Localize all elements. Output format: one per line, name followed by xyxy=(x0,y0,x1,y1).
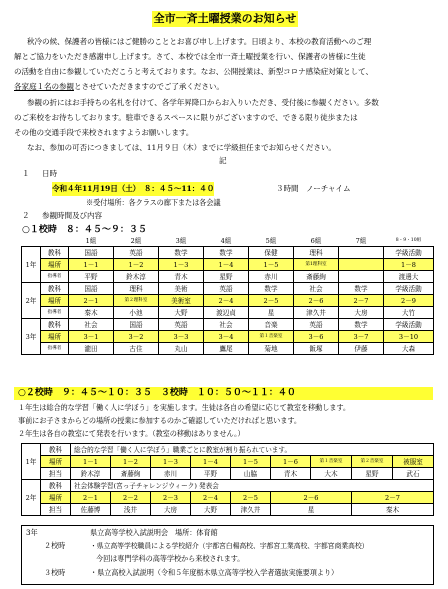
class-header: 4組 xyxy=(220,236,232,245)
table-cell: 国語 xyxy=(69,247,114,259)
row-label: 教科 xyxy=(41,480,71,492)
reception-note: ※受付場所：各クラスの廊下または各会議 xyxy=(86,198,221,207)
grade-3-event: 県立高等学校入試説明会 場所：体育館 xyxy=(90,528,218,537)
row-label: 担当 xyxy=(41,468,71,480)
grade-label: 2年 xyxy=(22,480,41,516)
table-cell: 数学 xyxy=(339,319,384,331)
table-cell: 保健 xyxy=(249,247,294,259)
table-cell: 第２音楽室 xyxy=(352,456,393,468)
table-cell: 青木 xyxy=(271,468,311,480)
table-cell: 秦木 xyxy=(69,307,114,319)
row-label: 場所 xyxy=(41,259,69,271)
table-cell: 斎藤絢 xyxy=(111,468,151,480)
table-cell xyxy=(339,271,384,283)
table-cell: 国語 xyxy=(69,283,114,295)
table-cell: 2－1 xyxy=(69,295,114,307)
table-cell: 第２理科室 xyxy=(114,295,159,307)
table-cell: 古住 xyxy=(114,343,159,355)
table-cell: 1－6 xyxy=(271,456,311,468)
grade-3-period-2-text: ・県立高等学校職員による学校紹介（宇都宮白楊高校、宇都宮工業高校、宇都宮商業高校） xyxy=(90,542,369,550)
table-cell: 星野 xyxy=(204,271,249,283)
table-cell: 1－8 xyxy=(384,259,434,271)
intro-line-1: 秋冷の候、保護者の皆様にはご健勝のこととお喜び申し上げます。日頃より、本校の教育活動へのご理 xyxy=(27,37,372,46)
table-cell: 津久井 xyxy=(294,307,339,319)
table-cell: 平野 xyxy=(69,271,114,283)
table-cell: 学級活動 xyxy=(384,283,434,295)
period-1-table xyxy=(21,235,434,355)
table-cell: 社会 xyxy=(204,319,249,331)
table-cell: 音楽 xyxy=(249,319,294,331)
table-cell: 理科 xyxy=(114,283,159,295)
table-cell: 渡邊大 xyxy=(384,271,434,283)
grade-3-period-3: ３校時 xyxy=(44,568,66,577)
table-cell: 1－4 xyxy=(204,259,249,271)
table-cell: 第１音楽室 xyxy=(249,331,294,343)
class-header: 7組 xyxy=(355,236,367,245)
table-cell: 1－4 xyxy=(191,456,231,468)
table-cell: 鷹尾 xyxy=(204,343,249,355)
class-header: 3組 xyxy=(175,236,187,245)
table-cell: 青木 xyxy=(159,271,204,283)
table-cell: 理科 xyxy=(294,247,339,259)
table-cell: 2－5 xyxy=(249,295,294,307)
table-cell: 2－3 xyxy=(151,492,191,504)
row-label: 場所 xyxy=(41,456,71,468)
table-cell: 2－2 xyxy=(111,492,151,504)
class-header: 6組 xyxy=(310,236,322,245)
table-cell: 赤川 xyxy=(249,271,294,283)
table-cell: 美術室 xyxy=(159,295,204,307)
table-cell: 1－2 xyxy=(111,456,151,468)
section-2-label: 参観時間及び内容 xyxy=(42,211,102,220)
table-cell: 星 xyxy=(271,504,352,516)
table-cell: 2－4 xyxy=(191,492,231,504)
row-label: 教科 xyxy=(41,444,71,456)
corner-blank xyxy=(41,235,69,247)
intro-line-7: その他の交通手段で来校されますようお願いします。 xyxy=(14,128,194,137)
underlined-notice: 各家庭１名の参観 xyxy=(14,82,74,91)
table-cell: 大木 xyxy=(311,468,352,480)
table-cell: 伊藤 xyxy=(339,343,384,355)
table-cell: 渡辺貞 xyxy=(204,307,249,319)
table-cell: 2－5 xyxy=(231,492,271,504)
table-cell: 学級活動 xyxy=(384,319,434,331)
table-cell: 国語 xyxy=(114,319,159,331)
section-2-number: ２ xyxy=(22,211,30,220)
table-cell: 社会 xyxy=(294,283,339,295)
section-1-number: １ xyxy=(22,169,30,178)
grade-label: 2年 xyxy=(22,283,41,319)
table-cell: 斎藤絢 xyxy=(294,271,339,283)
table-cell: 3－2 xyxy=(114,331,159,343)
table-cell: 鈴木淳 xyxy=(114,271,159,283)
row-label: 場所 xyxy=(41,331,69,343)
class-header: 1組 xyxy=(85,236,97,245)
table-cell: 佐藤博 xyxy=(71,504,111,516)
intro-line-2: 解とご協力をいただき感謝申し上げます。さて、本校では全市一斉土曜授業を行い、保護者の皆様に生徒 xyxy=(14,52,366,61)
table-cell xyxy=(339,259,384,271)
intro-line-4 xyxy=(14,80,224,94)
table-cell: 被服室 xyxy=(393,456,434,468)
row-label: 場所 xyxy=(41,295,69,307)
table-cell: 津久井 xyxy=(231,504,271,516)
table-cell: 学級活動 xyxy=(384,247,434,259)
table-cell: 大房 xyxy=(151,504,191,516)
table-cell: 数学 xyxy=(339,283,384,295)
event-period: ３時間 ノーチャイム xyxy=(276,184,351,193)
grade-3-period-2: ２校時 xyxy=(44,541,66,550)
table-cell: 1－5 xyxy=(231,456,271,468)
table-cell: 山脇 xyxy=(231,468,271,480)
table-cell: 社会 xyxy=(69,319,114,331)
table-cell: 数学 xyxy=(159,247,204,259)
table-cell: 英語 xyxy=(114,247,159,259)
table-cell: 大森 xyxy=(384,343,434,355)
grade-3-label: 3年 xyxy=(26,528,38,537)
table-cell: 3－6 xyxy=(294,331,339,343)
table-cell: 菊地 xyxy=(249,343,294,355)
page-title: 全市一斉土曜授業のお知らせ xyxy=(153,12,297,25)
corner-blank xyxy=(22,235,41,247)
class-header: 8・9・10組 xyxy=(395,237,422,243)
table-cell: 鈴木淳 xyxy=(71,468,111,480)
class-header: 5組 xyxy=(265,236,277,245)
table-cell: 2－6 xyxy=(271,492,352,504)
table-cell: 大野 xyxy=(191,504,231,516)
period-2-3-table xyxy=(21,443,434,516)
table-cell: 星野 xyxy=(352,468,393,480)
grade-1-note: １年生は総合的な学習「働く人に学ぼう」を実施します。生徒は各自の希望に応じて教室を移動します。 xyxy=(18,403,350,412)
grade-3-period-3-text: ・県立高校入試説明（令和５年度栃木県立高等学校入学者選抜実施要項より） xyxy=(90,568,339,577)
table-cell: 英語 xyxy=(159,319,204,331)
table-cell: 小池 xyxy=(114,307,159,319)
row-label: 場所 xyxy=(41,492,71,504)
row-label: 教科 xyxy=(41,247,69,259)
row-label: 教科 xyxy=(41,283,69,295)
table-cell: 3－4 xyxy=(204,331,249,343)
grade-2-subject: 社会体験学習(宮っ子チャレンジウィーク) 発表会 xyxy=(71,480,434,492)
table-cell: 大房 xyxy=(339,307,384,319)
table-cell: 2－7 xyxy=(339,295,384,307)
table-cell: 3－10 xyxy=(384,331,434,343)
intro-line-3: の活動を自由に参観していただこうと考えております。なお、公開授業は、新型コロナ感染症対策として、 xyxy=(14,67,373,76)
intro-line-6: のご来校をお待ちしております。駐車できるスペースに限りがございますので、できる限り徒歩または xyxy=(14,113,358,122)
table-cell: 2－7 xyxy=(352,492,434,504)
grade-2-note: ２年生は各自の教室にて発表を行います。（教室の移動はありません。） xyxy=(18,429,245,438)
table-cell: 星 xyxy=(249,307,294,319)
table-cell: 大野 xyxy=(159,307,204,319)
row-label: 指導者 xyxy=(41,307,69,319)
row-label: 教科 xyxy=(41,319,69,331)
period-2-3-heading: ○２校時 ９：４５～１０：３５ ３校時 １０：５０～１１：４０ xyxy=(18,388,296,398)
table-cell: 美術 xyxy=(159,283,204,295)
table-cell: 瀧田 xyxy=(69,343,114,355)
grade-1-note-2: 事前にお子さまからどの場所の授業に参加するのかご確認していただければと思います。 xyxy=(18,416,301,425)
grade-label: 1年 xyxy=(22,444,41,480)
table-cell: 平野 xyxy=(191,468,231,480)
table-cell: 3－3 xyxy=(159,331,204,343)
intro-line-8: なお、参加の可否につきましては、11月９日（木）までに学級担任までお知らせください。 xyxy=(27,143,336,152)
event-date: 令和４年11月19日（土） ８：４５～11：４０ xyxy=(52,182,214,196)
table-cell: 3－1 xyxy=(69,331,114,343)
period-1-heading: ○１校時 ８：４５～９：３５ xyxy=(22,225,147,235)
table-cell: 数学 xyxy=(249,283,294,295)
table-cell: 大竹 xyxy=(384,307,434,319)
table-cell: 2－9 xyxy=(384,295,434,307)
table-cell: 2－6 xyxy=(294,295,339,307)
table-cell: 丸山 xyxy=(159,343,204,355)
table-cell: 2－4 xyxy=(204,295,249,307)
table-cell: 第1理科室 xyxy=(294,259,339,271)
table-cell: 2－1 xyxy=(71,492,111,504)
table-cell: 数学 xyxy=(204,247,249,259)
table-cell: 浅井 xyxy=(111,504,151,516)
intro-line-4-rest: とさせていただきますのでご了承ください。 xyxy=(73,82,224,91)
table-cell xyxy=(339,247,384,259)
table-cell: 1－2 xyxy=(114,259,159,271)
table-cell: 赤川 xyxy=(151,468,191,480)
table-cell: 1－1 xyxy=(71,456,111,468)
table-cell: 英語 xyxy=(294,319,339,331)
row-label: 指導者 xyxy=(41,271,69,283)
table-cell: 1－3 xyxy=(151,456,191,468)
table-cell: 武石 xyxy=(393,468,434,480)
grade-3-period-2-note: 今回は専門学科の高等学校から来校されます。 xyxy=(96,554,245,563)
table-cell: 1－3 xyxy=(159,259,204,271)
grade-1-subject: 総合的な学習「働く人に学ぼう」職業ごとに教室が割り振られています。 xyxy=(71,444,434,456)
grade-label: 1年 xyxy=(22,247,41,283)
table-cell: 1－1 xyxy=(69,259,114,271)
table-cell: 3－7 xyxy=(339,331,384,343)
table-cell: 第１音楽室 xyxy=(311,456,352,468)
intro-line-5: 参観の折にはお手持ちの名札を付けて、各学年昇降口からお入りいただき、受付後に参観ください。多数 xyxy=(27,98,379,107)
table-cell: 秦木 xyxy=(352,504,434,516)
table-cell: 英語 xyxy=(204,283,249,295)
ki-mark: 記 xyxy=(219,156,227,165)
row-label: 指導者 xyxy=(41,343,69,355)
grade-label: 3年 xyxy=(22,319,41,355)
class-header: 2組 xyxy=(130,236,142,245)
row-label: 担当 xyxy=(41,504,71,516)
table-cell: 1－5 xyxy=(249,259,294,271)
table-cell: 飯塚 xyxy=(294,343,339,355)
section-1-label: 日時 xyxy=(42,169,57,178)
